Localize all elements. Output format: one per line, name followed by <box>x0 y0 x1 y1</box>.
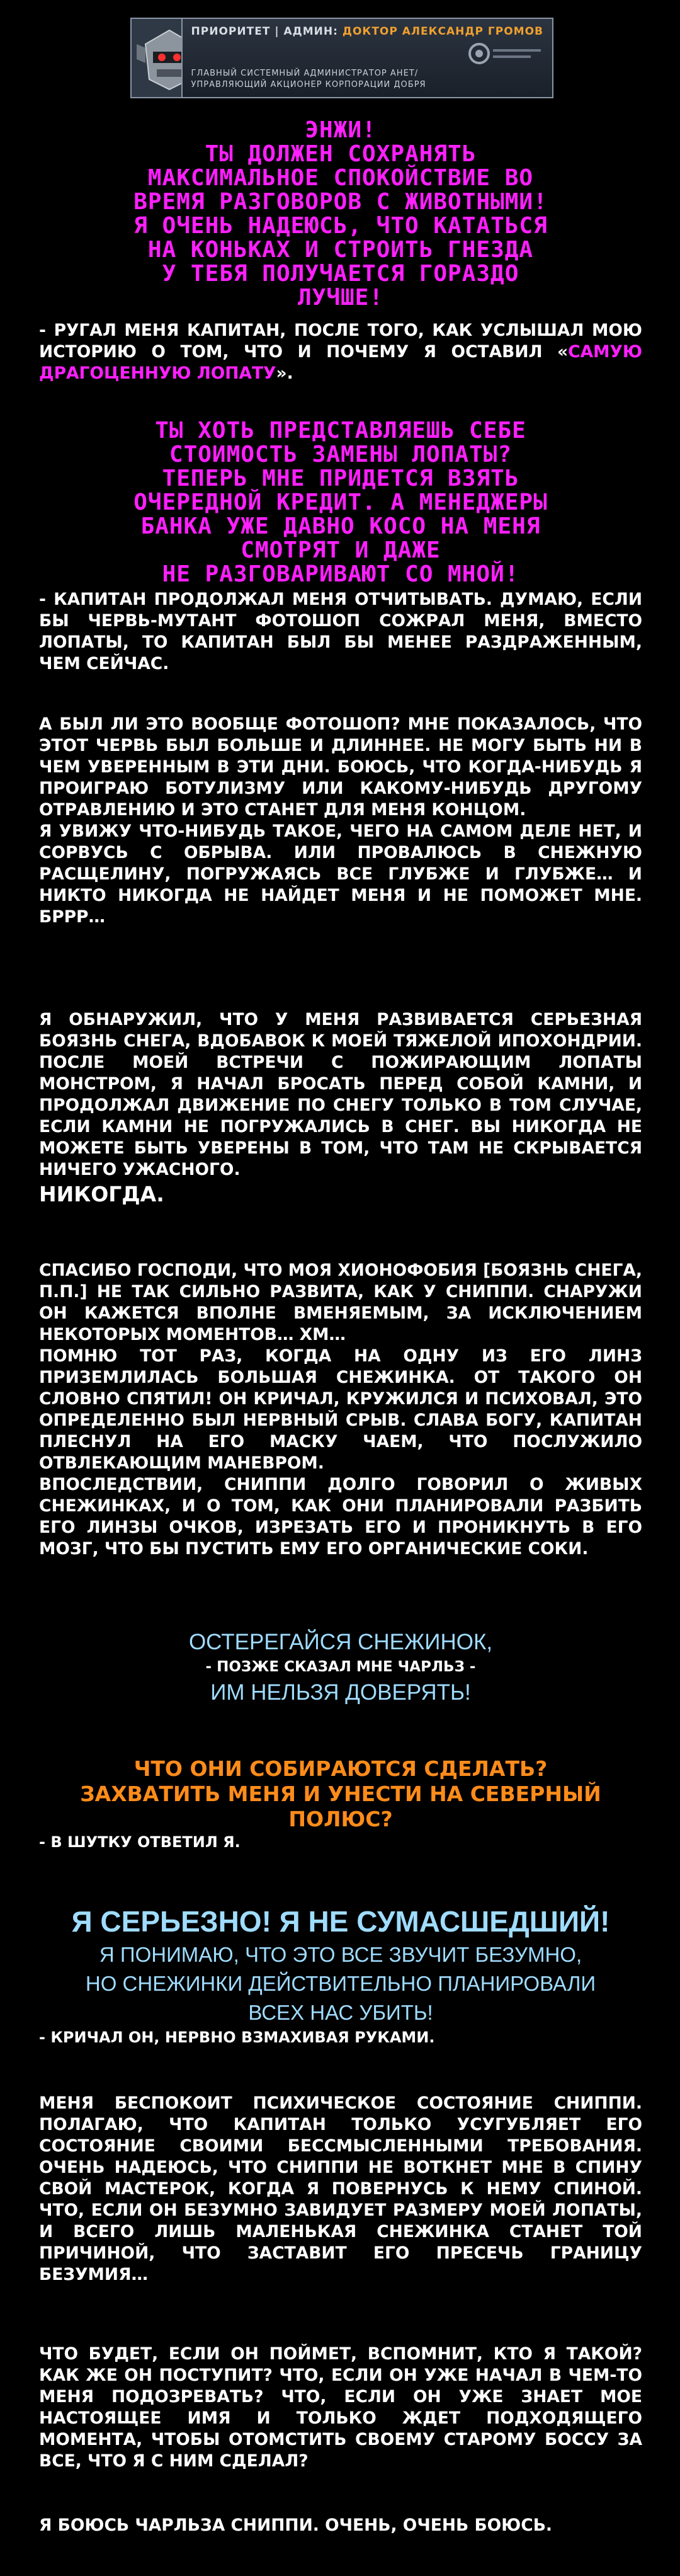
narration-2 <box>39 589 642 675</box>
shout-line: ОЧЕРЕДНОЙ КРЕДИТ. А МЕНЕДЖЕРЫ <box>133 489 548 515</box>
robot-head-icon <box>132 19 183 97</box>
admin-name: ДОКТОР АЛЕКСАНДР ГРОМОВ <box>342 25 543 38</box>
shout-line: ТЫ ДОЛЖЕН СОХРАНЯТЬ <box>205 141 477 167</box>
dialog-line: НО СНЕЖИНКИ ДЕЙСТВИТЕЛЬНО ПЛАНИРОВАЛИ <box>85 1972 596 1995</box>
dialog-narrator <box>39 1756 642 1852</box>
captain-shout-1 <box>39 118 642 310</box>
ending-line <box>39 2515 642 2536</box>
paragraph: Я УВИЖУ ЧТО-НИБУДЬ ТАКОЕ, ЧЕГО НА САМОМ ДЕЛЕ НЕТ, И СОРВУСЬ С ОБРЫВА. ИЛИ ПРОВАЛЮСЬ В СНЕЖНУЮ РАСЩЕЛИНУ, ПОГРУЖАЯСЬ ВСЕ ГЛУБЖЕ И ГЛУБЖЕ… И НИКТО НИКОГДА НЕ НАЙДЕТ МЕНЯ И НЕ ПОМОЖЕТ МНЕ. БРРР… <box>39 821 642 927</box>
narration-text-end: ». <box>276 364 293 383</box>
dialog-big-line: Я СЕРЬЕЗНО! Я НЕ СУМАСШЕДШИЙ! <box>71 1905 610 1938</box>
paragraph: ВПОСЛЕДСТВИИ, СНИППИ ДОЛГО ГОВОРИЛ О ЖИВЫХ СНЕЖИНКАХ, И О ТОМ, КАК ОНИ ПЛАНИРОВАЛИ РАЗБИТЬ ЕГО ЛИНЗЫ ОЧКОВ, ИЗРЕЗАТЬ ЕГО И ПРОНИКНУТЬ В ЕГО МОЗГ, ЧТО БЫ ПУСТИТЬ ЕМУ ЕГО ОРГАНИЧЕСКИЕ СОКИ. <box>39 1475 642 1559</box>
admin-portrait <box>132 19 183 97</box>
dialog-line: Я ПОНИМАЮ, ЧТО ЭТО ВСЕ ЗВУЧИТ БЕЗУМНО, <box>99 1943 582 1966</box>
dialog-charles-2 <box>39 1903 642 2047</box>
priority-label: ПРИОРИТЕТ | АДМИН: <box>191 25 343 38</box>
shout-line: МАКСИМАЛЬНОЕ СПОКОЙСТВИЕ ВО <box>147 165 534 191</box>
paragraph: СПАСИБО ГОСПОДИ, ЧТО МОЯ ХИОНОФОБИЯ [БОЯЗНЬ СНЕГА, П.П.] НЕ ТАК СИЛЬНО РАЗВИТА, КАК У СНИППИ. СНАРУЖИ ОН КАЖЕТСЯ ВПОЛНЕ ВМЕНЯЕМЫМ, ЗА ИСКЛЮЧЕНИЕМ НЕКОТОРЫХ МОМЕНТОВ… ХМ… <box>39 1261 642 1344</box>
never-line: НИКОГДА. <box>39 1182 164 1206</box>
dialog-line: ВСЕХ НАС УБИТЬ! <box>248 2001 433 2024</box>
dialog-aside: - ПОЗЖЕ СКАЗАЛ МНЕ ЧАРЛЬЗ - <box>205 1659 476 1675</box>
dialog-line: ЗАХВАТИТЬ МЕНЯ И УНЕСТИ НА СЕВЕРНЫЙ <box>80 1782 601 1806</box>
shout-line: ТЫ ХОТЬ ПРЕДСТАВЛЯЕШЬ СЕБЕ <box>155 418 526 444</box>
section-4 <box>39 1009 642 1208</box>
corporation-logo-icon <box>468 40 543 67</box>
shout-line: ВРЕМЯ РАЗГОВОРОВ С ЖИВОТНЫМИ! <box>133 189 548 215</box>
shout-line: СТОИМОСТЬ ЗАМЕНЫ ЛОПАТЫ? <box>169 442 513 467</box>
priority-line <box>191 25 543 38</box>
dialog-line: ЧТО ОНИ СОБИРАЮТСЯ СДЕЛАТЬ? <box>133 1756 548 1781</box>
section-7 <box>39 2344 642 2472</box>
admin-info <box>183 19 552 97</box>
section-5 <box>39 1260 642 1560</box>
paragraph: ПОМНЮ ТОТ РАЗ, КОГДА НА ОДНУ ИЗ ЕГО ЛИНЗ ПРИЗЕМЛИЛАСЬ БОЛЬШАЯ СНЕЖИНКА. ОТ ТАКОГО ОН СЛОВНО СПЯТИЛ! ОН КРИЧАЛ, КРУЖИЛСЯ И ПСИХОВАЛ, ЭТО ОПРЕДЕЛЕННО БЫЛ НЕРВНЫЙ СРЫВ. СЛАВА БОГУ, КАПИТАН ПЛЕСНУЛ НА ЕГО МАСКУ ЧАЕМ, ЧТО ПОСЛУЖИЛО ОТВЛЕКАЮЩИМ МАНЕВРОМ. <box>39 1346 642 1473</box>
section-3 <box>39 714 642 928</box>
paragraph: А БЫЛ ЛИ ЭТО ВООБЩЕ ФОТОШОП? МНЕ ПОКАЗАЛОСЬ, ЧТО ЭТОТ ЧЕРВЬ БЫЛ БОЛЬШЕ И ДЛИННЕЕ. НЕ МОГУ БЫТЬ НИ В ЧЕМ УВЕРЕННЫМ В ЭТИ ДНИ. БОЮСЬ, ЧТО КОГДА-НИБУДЬ Я ПРОИГРАЮ БОТУЛИЗМУ ИЛИ КАКОМУ-НИБУДЬ ДРУГОМУ ОТРАВЛЕНИЮ И ЭТО СТАНЕТ ДЛЯ МЕНЯ КОНЦОМ. <box>39 714 642 820</box>
shout-line: НЕ РАЗГОВАРИВАЮТ СО МНОЙ! <box>162 561 519 587</box>
shout-line: СМОТРЯТ И ДАЖЕ <box>241 537 441 563</box>
shout-line: Я ОЧЕНЬ НАДЕЮСЬ, ЧТО КАТАТЬСЯ <box>133 213 548 239</box>
shout-line: БАНКА УЖЕ ДАВНО КОСО НА МЕНЯ <box>140 513 541 539</box>
shout-line: ЭНЖИ! <box>305 117 377 143</box>
shout-line: ТЕПЕРЬ МНЕ ПРИДЕТСЯ ВЗЯТЬ <box>162 466 519 491</box>
dialog-line: ПОЛЮС? <box>288 1807 393 1831</box>
paragraph: Я ОБНАРУЖИЛ, ЧТО У МЕНЯ РАЗВИВАЕТСЯ СЕРЬЕЗНАЯ БОЯЗНЬ СНЕГА, ВДОБАВОК К МОЕЙ ТЯЖЕЛОЙ ИПОХОНДРИИ. ПОСЛЕ МОЕЙ ВСТРЕЧИ С ПОЖИРАЮЩИМ ЛОПАТЫ МОНСТРОМ, Я НАЧАЛ БРОСАТЬ ПЕРЕД СОБОЙ КАМНИ, И ПРОДОЛЖАЛ ДВИЖЕНИЕ ПО СНЕГУ ТОЛЬКО В ТОМ СЛУЧАЕ, ЕСЛИ КАМНИ НЕ ПОГРУЖАЛИСЬ В СНЕГ. ВЫ НИКОГДА НЕ МОЖЕТЕ БЫТЬ УВЕРЕНЫ В ТОМ, ЧТО ТАМ НЕ СКРЫВАЕТСЯ НИЧЕГО УЖАСНОГО. <box>39 1010 642 1179</box>
narration-1 <box>39 320 642 384</box>
narration-text: - РУГАЛ МЕНЯ КАПИТАН, ПОСЛЕ ТОГО, КАК УСЛЫШАЛ МОЮ ИСТОРИЮ О ТОМ, ЧТО И ПОЧЕМУ Я ОСТАВИЛ « <box>39 321 642 362</box>
admin-banner <box>130 18 553 98</box>
paragraph: Я БОЮСЬ ЧАРЛЬЗА СНИППИ. ОЧЕНЬ, ОЧЕНЬ БОЮСЬ. <box>39 2516 552 2535</box>
dialog-charles-1 <box>39 1629 642 1708</box>
shout-line: НА КОНЬКАХ И СТРОИТЬ ГНЕЗДА <box>147 237 534 263</box>
paragraph: - КАПИТАН ПРОДОЛЖАЛ МЕНЯ ОТЧИТЫВАТЬ. ДУМАЮ, ЕСЛИ БЫ ЧЕРВЬ-МУТАНТ ФОТОШОП СОЖРАЛ МЕНЯ, ВМЕСТО ЛОПАТЫ, ТО КАПИТАН БЫЛ БЫ МЕНЕЕ РАЗДРАЖЕННЫМ, ЧЕМ СЕЙЧАС. <box>39 590 642 673</box>
section-6 <box>39 2093 642 2286</box>
paragraph: ЧТО БУДЕТ, ЕСЛИ ОН ПОЙМЕТ, ВСПОМНИТ, КТО Я ТАКОЙ? КАК ЖЕ ОН ПОСТУПИТ? ЧТО, ЕСЛИ ОН УЖЕ НАЧАЛ В ЧЕМ-ТО МЕНЯ ПОДОЗРЕВАТЬ? ЧТО, ЕСЛИ ОН УЖЕ ЗНАЕТ МОЕ НАСТОЯЩЕЕ ИМЯ И ТОЛЬКО ЖДЕТ ПОДХОДЯЩЕГО МОМЕНТА, ЧТОБЫ ОТОМСТИТЬ СВОЕМУ СТАРОМУ БОССУ ЗА ВСЕ, ЧТО Я С НИМ СДЕЛАЛ? <box>39 2344 642 2471</box>
dialog-aside: - КРИЧАЛ ОН, НЕРВНО ВЗМАХИВАЯ РУКАМИ. <box>39 2029 435 2046</box>
shout-line: ЛУЧШЕ! <box>297 285 384 311</box>
admin-description: ГЛАВНЫЙ СИСТЕМНЫЙ АДМИНИСТРАТОР АНЕТ/ УПРАВЛЯЮЩИЙ АКЦИОНЕР КОРПОРАЦИИ ДОБРЯ <box>191 69 426 89</box>
dialog-aside: - В ШУТКУ ОТВЕТИЛ Я. <box>39 1833 241 1851</box>
captain-shout-2 <box>39 419 642 587</box>
shovel-link[interactable]: САМУЮ ДРАГОЦЕННУЮ ЛОПАТУ <box>39 342 642 383</box>
shout-line: У ТЕБЯ ПОЛУЧАЕТСЯ ГОРАЗДО <box>162 261 519 287</box>
dialog-line: ИМ НЕЛЬЗЯ ДОВЕРЯТЬ! <box>210 1680 471 1705</box>
dialog-line: ОСТЕРЕГАЙСЯ СНЕЖИНОК, <box>188 1630 493 1654</box>
paragraph: МЕНЯ БЕСПОКОИТ ПСИХИЧЕСКОЕ СОСТОЯНИЕ СНИППИ. ПОЛАГАЮ, ЧТО КАПИТАН ТОЛЬКО УСУГУБЛЯЕТ ЕГО СОСТОЯНИЕ СВОИМИ БЕССМЫСЛЕННЫМИ ТРЕБОВАНИЯ. ОЧЕНЬ НАДЕЮСЬ, ЧТО СНИППИ НЕ ВОТКНЕТ МНЕ В СПИНУ СВОЙ МАСТЕРОК, КОГДА Я ПОВЕРНУСЬ К НЕМУ СПИНОЙ. ЧТО, ЕСЛИ ОН БЕЗУМНО ЗАВИДУЕТ РАЗМЕРУ МОЕЙ ЛОПАТЫ, И ВСЕГО ЛИШЬ МАЛЕНЬКАЯ СНЕЖИНКА СТАНЕТ ТОЙ ПРИЧИНОЙ, ЧТО ЗАСТАВИТ ЕГО ПРЕСЕЧЬ ГРАНИЦУ БЕЗУМИЯ… <box>39 2093 642 2284</box>
